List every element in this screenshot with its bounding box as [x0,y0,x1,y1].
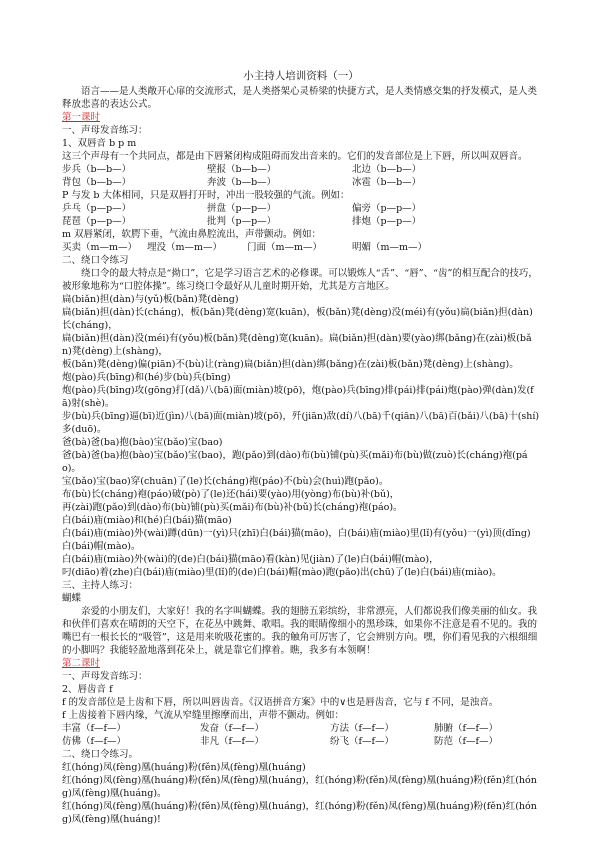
word-item: 偏旁（p—p—） [352,203,422,214]
l1-section-3-title: 三、主持人练习： [62,580,139,591]
f-description-1: f 的发音部位是上齿和下唇，所以叫唇齿音。《汉语拼音方案》中的∨也是唇齿音，它与 f 不同，是浊音。 [62,697,499,708]
word-item: 步兵（b—b—） [62,164,132,175]
tongue-twister-line: 扁(biǎn)担(dàn)与(yǔ)板(bǎn)凳(dèng) [62,294,239,305]
word-item: 防范（f—f—） [434,736,499,747]
tongue-twister-line: 白(bái)庙(miào)外(wài)蹲(dūn)一(yì)只(zhī)白(bái)猫(māo)，白(bái)庙(miào)里(lǐ)有(yǒu)一(yì)顶(dǐng)白(bái)帽(mào)。 [62,528,531,552]
tongue-twister-line: 再(zài)跑(pǎo)到(dào)布(bù)铺(pù)买(mǎi)布(bù)补(bǔ)长(cháng)袍(páo)。 [62,502,403,513]
p-description: P 与发 b 大体相同，只是双唇打开时，冲出一股较强的气流。例如： [62,190,350,201]
document-page [62,70,540,826]
word-item: 门面（m—m—） [247,242,323,253]
l1-section-2-title: 二、绕口令练习 [62,255,129,266]
l1-section-1-title: 一、声母发音练习： [62,125,148,136]
l2-section-2-title: 二、绕口令练习。 [62,749,139,760]
word-item: 冰雹（b—b—） [352,177,422,188]
word-item: 排炮（p—p—） [352,216,422,227]
m-description: m 双唇紧闭，软腭下垂，气流由鼻腔流出，声带颤动。例如： [62,229,322,240]
bpm-title: 1、双唇音 b p m [62,138,137,149]
tongue-twister-line: 步(bù)兵(bīng)逼(bī)近(jìn)八(bā)面(miàn)坡(pō)，歼(jiān)敌(dí)八(bā)千(qiān)八(bā)百(bǎi)八(bā)十(shí)多(duō)。 [62,411,540,435]
word-item: 乒乓（p—p—） [62,203,132,214]
word-item: 非凡（f—f—） [200,736,265,747]
tongue-twister-line: 炮(pào)兵(bīng)和(hé)步(bù)兵(bīng) [62,372,231,383]
tongue-twister-line: 叼(diāo)着(zhe)白(bái)庙(miào)里(lǐ)的(de)白(bái)帽(mào)跑(pǎo)出(chū)了(le)白(bái)庙(miào)。 [62,567,502,578]
bpm-description: 这三个声母有一个共同点，都是由下唇紧闭构成阻碍而发出音来的。它们的发音部位是上下唇，所以叫双唇音。 [62,151,528,162]
word-item: 买卖（m—m—） [62,242,138,253]
f-word-row [62,735,540,748]
word-item: 背包（b—b—） [62,177,132,188]
tongue-twister-line: 红(hóng)凤(fèng)凰(huáng)粉(fěn)凤(fèng)凰(huáng)，红(hóng)粉(fěn)凤(fèng)凰(huáng)粉(fěn)红(hóng)凤(fèng)凰(huáng)! [62,801,537,825]
word-item: 发奋（f—f—） [200,723,265,734]
word-item: 肺腑（f—f—） [434,723,499,734]
tongue-twister-line: 爸(bà)爸(ba)抱(bào)宝(bǎo)宝(bao) [62,437,223,448]
tongue-twister-line: 扁(biǎn)担(dàn)长(cháng)，板(bǎn)凳(dèng)宽(kuān)，板(bǎn)凳(dèng)没(méi)有(yǒu)扁(biǎn)担(dàn)长(cháng)， [62,307,533,331]
l2-section-1-title: 一、声母发音练习： [62,671,148,682]
tongue-twister-line: 板(bǎn)凳(dèng)偏(piān)不(bù)让(ràng)扁(biǎn)担(dàn)绑(bǎng)在(zài)板(bǎn)凳(dèng)上(shàng)。 [62,359,519,370]
lesson-1-heading: 第一课时 [62,112,101,123]
word-item: 丰富（f—f—） [62,723,127,734]
b-word-row [62,163,540,176]
p-word-row [62,202,540,215]
word-item: 拼盘（p—p—） [207,203,277,214]
tongue-twister-line: 宝(bǎo)宝(bao)穿(chuān)了(le)长(cháng)袍(páo)不(bù)会(huì)跑(pǎo)。 [62,476,389,487]
f-description-2: f 上齿接着下唇内缘，气流从窄缝里擦摩而出，声带不颤动。例如： [62,710,345,721]
p-word-row [62,215,540,228]
tongue-twister-line: 布(bù)长(cháng)袍(páo)破(pò)了(le)还(hái)要(yào)用(yòng)布(bù)补(bǔ)， [62,489,400,500]
tongue-twister-line: 白(bái)庙(miào)和(hé)白(bái)猫(māo) [62,515,232,526]
tongue-twister-line: 白(bái)庙(miào)外(wài)的(de)白(bái)猫(māo)看(kàn)见(jiàn)了(le)白(bái)帽(mào)， [62,554,439,565]
word-item: 明媚（m—m—） [352,242,428,253]
word-item: 仿佛（f—f—） [62,736,127,747]
tongue-twister-line: 炮(pào)兵(bīng)攻(gōng)打(dǎ)八(bā)面(miàn)坡(pō)，炮(pào)兵(bīng)排(pái)排(pái)炮(pào)弹(dàn)发(fā)射(shè)。 [62,385,534,409]
intro-paragraph: 语言——是人类敞开心扉的交流形式，是人类搭架心灵桥梁的快捷方式，是人类情感交集的抒发模式，是人类释放悲喜的表达公式。 [62,86,538,110]
butterfly-title: 蝴蝶 [62,593,82,604]
f-title: 2、唇齿音 f [62,684,113,695]
word-item: 方法（f—f—） [330,723,395,734]
lesson-2-heading: 第二课时 [62,658,101,669]
f-word-row [62,722,540,735]
word-item: 埋没（m—m—） [147,242,223,253]
word-item: 琵琶（p—p—） [62,216,132,227]
tongue-twister-line: 爸(bà)爸(ba)抱(bào)宝(bǎo)宝(bao)，跑(pǎo)到(dào)布(bù)铺(pù)买(mǎi)布(bù)做(zuò)长(cháng)袍(páo)。 [62,450,528,474]
word-item: 壁报（b—b—） [207,164,277,175]
tongue-twister-description: 绕口令的最大特点是“拗口”，它是学习语言艺术的必修课。可以锻炼人“舌”、“唇”、“齿”的相互配合的技巧，被形象地称为“口腔体操”。练习绕口令最好从儿童时期开始，尤其是方言地区。 [62,268,538,292]
butterfly-text: 亲爱的小朋友们，大家好！我的名字叫蝴蝶。我的翅膀五彩缤纷，非常漂亮，人们都说我们像美丽的仙女。我和伙伴们喜欢在晴朗的天空下，在花丛中跳舞、歌唱。我的眼睛像细小的黑珍珠，如果你不注意是看不见的。我的嘴巴有一根长长的“吸管”，这是用来吮吸花蜜的。我的触角可厉害了，它会辨别方向。嘿，你们看见我的六根细细的小脚吗？我能轻盈地落到花朵上，就是靠它们撑着。瞧，我多有本领啊！ [62,606,538,656]
word-item: 奔波（b—b—） [207,177,277,188]
tongue-twister-line: 红(hóng)凤(fèng)凰(huáng)粉(fěn)凤(fèng)凰(huáng) [62,762,306,773]
m-word-row [62,241,540,254]
word-item: 批判（p—p—） [207,216,277,227]
b-word-row [62,176,540,189]
word-item: 北边（b—b—） [352,164,422,175]
tongue-twister-line: 红(hóng)凤(fèng)凰(huáng)粉(fěn)凤(fèng)凰(huáng)，红(hóng)粉(fěn)凤(fèng)凰(huáng)粉(fěn)红(hóng)凤(fèng)凰(huáng)。 [62,775,537,799]
tongue-twister-line: 扁(biǎn)担(dàn)没(méi)有(yǒu)板(bǎn)凳(dèng)宽(kuān)。扁(biǎn)担(dàn)要(yào)绑(bǎng)在(zài)板(bǎn)凳(dèng)上(shàng)， [62,333,532,357]
page-title: 小主持人培训资料（一） [243,70,359,82]
word-item: 纷飞（f—f—） [330,736,395,747]
